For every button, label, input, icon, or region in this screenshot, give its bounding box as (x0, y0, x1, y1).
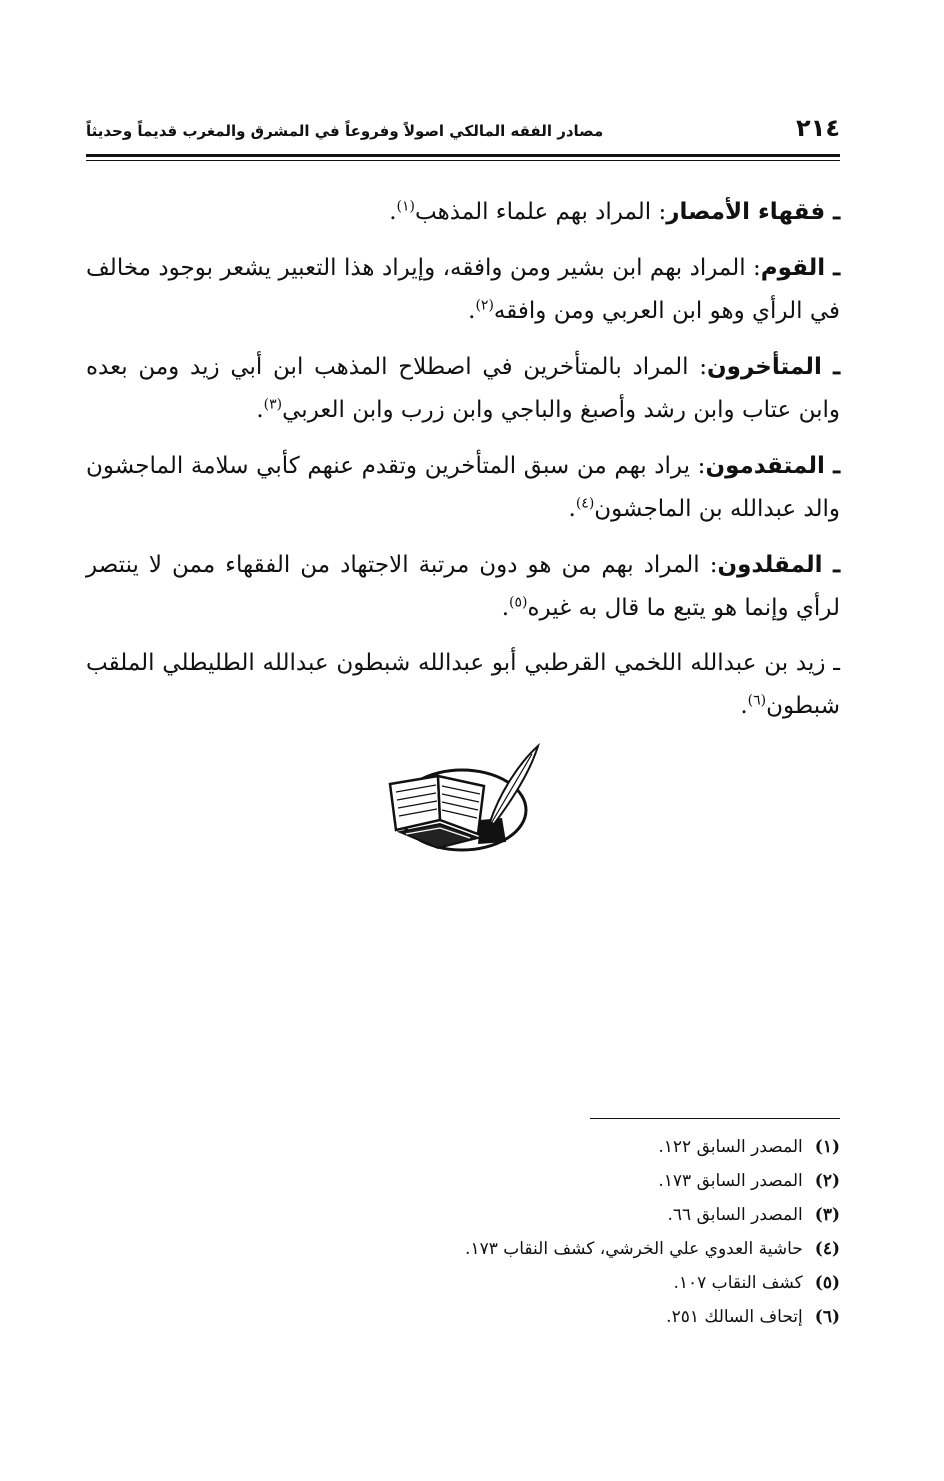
footnote-separator (590, 1118, 840, 1119)
footnotes (86, 1130, 840, 1334)
entry-al-muqallidun: ـ المقلدون: المراد بهم من هو دون مرتبة الاجتهاد من الفقهاء ممن لا ينتصر لرأي وإنما هو يتبع ما قال به غيره$^{(٥)}$. (86, 551, 840, 621)
header-rule-thin (86, 160, 840, 161)
page-number: ٢١٤ (796, 114, 840, 142)
main-text (86, 190, 840, 740)
entry-term: القوم (760, 255, 826, 281)
footnote-2: (٢)المصدر السابق ١٧٣. (658, 1171, 840, 1191)
footnote-ref: (٣) (263, 396, 283, 413)
footnote-ref: (٦) (747, 692, 767, 709)
footnote-1: (١)المصدر السابق ١٢٢. (658, 1137, 840, 1157)
entry-term: المتأخرون (707, 354, 822, 380)
footnote-6: (٦)إتحاف السالك ٢٥١. (666, 1307, 840, 1327)
footnote-ref: (٥) (509, 594, 528, 611)
entry-text: : المراد بهم علماء المذهب (414, 199, 667, 225)
running-title: مصادر الفقه المالكي اصولاً وفروعاً في المشرق والمغرب قديماً وحديثاً (86, 122, 604, 140)
footnote-4: (٤)حاشية العدوي علي الخرشي، كشف النقاب ١٧٣. (465, 1239, 840, 1259)
entry-text: : المراد بالمتأخرين في اصطلاح المذهب ابن أبي زيد ومن بعده وابن عتاب وابن رشد وأصبغ والباجي وابن زرب وابن العربي (86, 354, 840, 423)
entry-al-mutaakhkhirun: ـ المتأخرون: المراد بالمتأخرين في اصطلاح المذهب ابن أبي زيد ومن بعده وابن عتاب وابن رشد وأصبغ والباجي وابن زرب وابن العربي$^{(٣)}$. (86, 353, 841, 423)
entry-fuqaha-al-amsar: ـ فقهاء الأمصار: المراد بهم علماء المذهب$^{(١)}$. (389, 198, 840, 225)
footnote-3: (٣)المصدر السابق ٦٦. (667, 1205, 840, 1225)
footnote-ref: (١) (396, 198, 415, 215)
footnote-ref: (٤) (575, 495, 595, 512)
entry-term: فقهاء الأمصار (666, 199, 826, 225)
page-header (86, 108, 840, 152)
header-rule-thick (86, 154, 840, 157)
entry-term: المتقدمون (705, 453, 825, 479)
footnote-ref: (٢) (475, 297, 494, 314)
book-and-quill-icon (380, 742, 545, 857)
entry-al-qawm: ـ القوم: المراد بهم ابن بشير ومن وافقه، وإيراد هذا التعبير يشعر بوجود مخالف في الرأي وهو ابن العربي ومن وافقه$^{(٢)}$. (86, 254, 840, 324)
entry-text: : المراد بهم ابن بشير ومن وافقه، وإيراد هذا التعبير يشعر بوجود مخالف في الرأي وهو ابن العربي ومن وافقه (86, 255, 840, 324)
entry-al-mutaqaddimun: ـ المتقدمون: يراد بهم من سبق المتأخرين وتقدم عنهم كأبي سلامة الماجشون والد عبدالله بن الماجشون$^{(٤)}$. (86, 452, 840, 522)
entry-text: زيد بن عبدالله اللخمي القرطبي أبو عبدالله شبطون عبدالله الطليطلي الملقب شبطون (86, 650, 840, 719)
entry-text: : المراد بهم من هو دون مرتبة الاجتهاد من الفقهاء ممن لا ينتصر لرأي وإنما هو يتبع ما قال به غيره (86, 552, 840, 621)
footnote-5: (٥)كشف النقاب ١٠٧. (673, 1273, 840, 1293)
entry-zayd-ibn-abdullah: ـ زيد بن عبدالله اللخمي القرطبي أبو عبدالله شبطون عبدالله الطليطلي الملقب شبطون$^{(٦)}$. (86, 650, 840, 719)
entry-text: : يراد بهم من سبق المتأخرين وتقدم عنهم كأبي سلامة الماجشون والد عبدالله بن الماجشون (86, 453, 840, 522)
entry-term: المقلدون (717, 552, 823, 578)
